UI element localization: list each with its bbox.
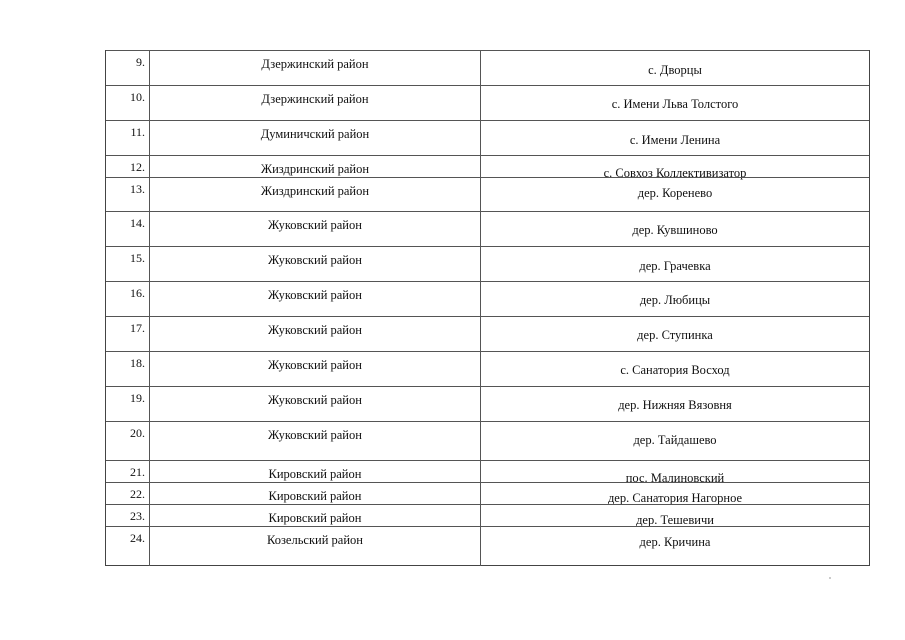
table-row [106,85,869,120]
settlement-cell [481,387,869,421]
settlement-text: дер. Санатория Нагорное [607,491,743,505]
district-cell: Дзержинский район [150,51,481,85]
settlement-cell [481,51,869,85]
table-row [106,482,869,504]
settlement-text: с. Санатория Восход [620,363,730,377]
table-row [106,351,869,386]
settlement-cell [481,527,869,566]
row-number-cell: 12. [106,156,150,177]
settlement-text: дер. Кувшиново [632,223,718,237]
settlement-cell [481,505,869,526]
settlement-text: с. Имени Льва Толстого [611,97,739,111]
settlement-cell [481,422,869,460]
table-row [106,316,869,351]
settlement-text: дер. Нижняя Вязовня [618,398,732,412]
settlement-cell [481,483,869,504]
row-number-cell: 9. [106,51,150,85]
district-cell: Кировский район [150,505,481,526]
district-cell: Думиничский район [150,121,481,155]
row-number-cell: 14. [106,212,150,246]
settlement-text: дер. Грачевка [639,259,711,273]
settlement-cell [481,282,869,316]
settlement-text: дер. Ступинка [637,328,713,342]
district-cell: Жиздринский район [150,156,481,177]
settlement-text: дер. Коренево [637,186,713,200]
settlement-cell [481,121,869,155]
district-cell: Кировский район [150,483,481,504]
row-number-cell: 18. [106,352,150,386]
district-cell: Жуковский район [150,282,481,316]
district-cell: Жуковский район [150,422,481,460]
district-cell: Жиздринский район [150,178,481,211]
settlement-cell [481,317,869,351]
settlement-cell [481,178,869,211]
row-number-cell: 22. [106,483,150,504]
district-cell: Жуковский район [150,352,481,386]
row-number-cell: 19. [106,387,150,421]
row-number-cell: 10. [106,86,150,120]
table-row [106,120,869,155]
table-row [106,155,869,180]
scan-speck [829,577,831,579]
table-row [106,526,869,566]
settlement-text: дер. Кричина [639,535,711,549]
table-row [106,246,869,281]
row-number-cell: 21. [106,461,150,482]
row-number-cell: 24. [106,527,150,566]
table-row [106,281,869,316]
settlement-text: с. Имени Ленина [629,133,721,147]
settlement-text: с. Дворцы [648,63,702,77]
district-cell: Дзержинский район [150,86,481,120]
table-row [106,50,869,85]
settlement-text: дер. Тайдашево [633,433,717,447]
settlement-text: пос. Малиновский [625,471,725,485]
settlement-cell [481,86,869,120]
row-number-cell: 17. [106,317,150,351]
district-cell: Жуковский район [150,317,481,351]
table-row [106,421,869,460]
district-cell: Козельский район [150,527,481,566]
settlement-cell [481,352,869,386]
settlement-cell [481,212,869,246]
settlement-cell [481,247,869,281]
row-number-cell: 13. [106,178,150,211]
district-cell: Жуковский район [150,247,481,281]
settlement-cell [481,461,869,485]
settlement-text: дер. Тешевичи [636,513,714,527]
row-number-cell: 20. [106,422,150,460]
settlement-text: с. Совхоз Коллективизатор [603,166,747,180]
district-cell: Кировский район [150,461,481,482]
table-row [106,211,869,246]
row-number-cell: 23. [106,505,150,526]
district-cell: Жуковский район [150,212,481,246]
settlement-text: дер. Любицы [639,293,711,307]
table-row [106,504,869,526]
settlements-table [105,50,870,566]
row-number-cell: 15. [106,247,150,281]
table-row [106,177,869,211]
row-number-cell: 16. [106,282,150,316]
table-row [106,460,869,485]
row-number-cell: 11. [106,121,150,155]
table-row [106,386,869,421]
settlement-cell [481,156,869,180]
district-cell: Жуковский район [150,387,481,421]
